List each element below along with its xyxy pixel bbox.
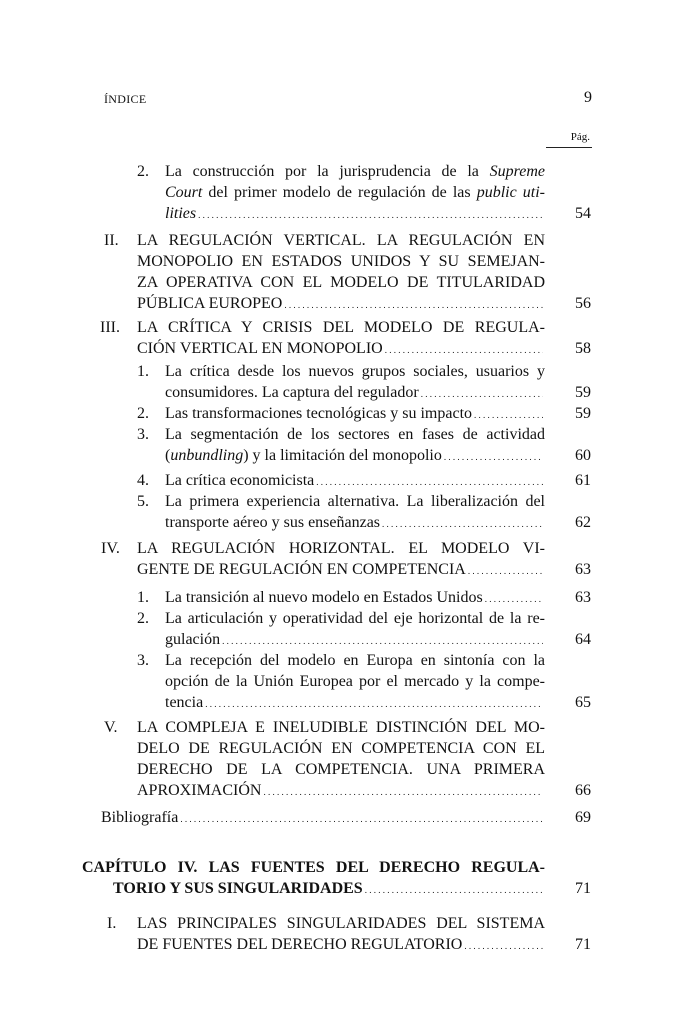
entry-line: APROXIMACIÓN <box>137 782 262 799</box>
entry-page: 60 <box>575 447 591 464</box>
entry-number: I. <box>107 915 117 932</box>
entry-line: PÚBLICA EUROPEO <box>137 295 283 312</box>
dot-leader <box>464 934 543 957</box>
dot-leader <box>205 692 543 715</box>
entry-page: 54 <box>575 205 591 222</box>
entry-title <box>137 717 545 803</box>
entry-title <box>165 491 545 535</box>
entry-line: consumidores. La captura del regulador <box>165 384 419 401</box>
entry-number: IV. <box>101 540 120 557</box>
entry-line: LA REGULACIÓN VERTICAL. LA REGULACIÓN EN <box>137 232 545 249</box>
entry-page: 65 <box>575 694 591 711</box>
entry-line: DERECHO DE LA COMPETENCIA. UNA PRIMERA <box>137 761 545 778</box>
entry-line: Las transformaciones tecnológicas y su impacto <box>165 405 473 422</box>
entry-number: V. <box>104 719 118 736</box>
entry-line: CIÓN VERTICAL EN MONOPOLIO <box>137 340 383 357</box>
entry-line: ZA OPERATIVA CON EL MODELO DE TITULARIDAD <box>137 274 545 291</box>
entry-line: Bibliografía <box>101 809 179 826</box>
entry-title <box>165 587 545 610</box>
dot-leader <box>421 382 543 405</box>
entry-page: 64 <box>575 631 591 648</box>
entry-title <box>137 913 545 957</box>
entry-title <box>165 650 545 715</box>
dot-leader <box>474 403 543 426</box>
dot-leader <box>316 470 543 493</box>
entry-line: Court del primer modelo de regulación de las public uti- <box>165 184 545 201</box>
entry-title <box>137 317 545 361</box>
entry-page: 61 <box>575 472 591 489</box>
entry-line: La articulación y operatividad del eje horizontal de la re- <box>165 610 545 627</box>
entry-line: tencia <box>165 694 204 711</box>
entry-line: MONOPOLIO EN ESTADOS UNIDOS Y SU SEMEJAN- <box>137 253 545 270</box>
entry-line: DE FUENTES DEL DERECHO REGULATORIO <box>137 936 463 953</box>
entry-page: 63 <box>575 561 591 578</box>
entry-number: 4. <box>137 472 149 489</box>
entry-line: La crítica desde los nuevos grupos sociales, usuarios y <box>165 363 545 380</box>
entry-page: 56 <box>575 295 591 312</box>
chapter-title <box>82 857 545 901</box>
entry-line: LA COMPLEJA E INELUDIBLE DISTINCIÓN DEL MO- <box>137 719 545 736</box>
dot-leader <box>485 587 543 610</box>
entry-number: 1. <box>137 363 149 380</box>
dot-leader <box>180 807 543 830</box>
entry-line: La construcción por la jurisprudencia de la Supreme <box>165 163 545 180</box>
entry-page: 63 <box>575 589 591 606</box>
entry-line: CAPÍTULO IV. LAS FUENTES DEL DERECHO REGULA- <box>82 859 545 876</box>
entry-page: 59 <box>575 384 591 401</box>
dot-leader <box>468 559 543 582</box>
page-number: 9 <box>584 89 592 106</box>
entry-line: La crítica economicista <box>165 472 315 489</box>
entry-line: LA REGULACIÓN HORIZONTAL. EL MODELO VI- <box>137 540 545 557</box>
entry-line: DELO DE REGULACIÓN EN COMPETENCIA CON EL <box>137 740 545 757</box>
entry-line: transporte aéreo y sus enseñanzas <box>165 514 381 531</box>
entry-line: GENTE DE REGULACIÓN EN COMPETENCIA <box>137 561 466 578</box>
entry-line: TORIO Y SUS SINGULARIDADES <box>113 880 363 897</box>
entry-page: 62 <box>575 514 591 531</box>
entry-title <box>165 361 545 405</box>
entry-title <box>165 424 545 468</box>
entry-page: 69 <box>575 809 591 826</box>
entry-line: opción de la Unión Europea por el mercado y la compe- <box>165 673 545 690</box>
entry-number: III. <box>100 319 120 336</box>
entry-number: 2. <box>137 405 149 422</box>
entry-number: 5. <box>137 493 149 510</box>
entry-title <box>137 538 545 582</box>
entry-line: La primera experiencia alternativa. La liberalización del <box>165 493 545 510</box>
entry-line: (unbundling) y la limitación del monopolio <box>165 447 442 464</box>
entry-line: gulación <box>165 631 221 648</box>
dot-leader <box>198 203 543 226</box>
entry-title <box>165 403 545 426</box>
dot-leader <box>444 445 543 468</box>
entry-page: 66 <box>575 782 591 799</box>
entry-number: 3. <box>137 426 149 443</box>
dot-leader <box>385 338 543 361</box>
entry-page: 59 <box>575 405 591 422</box>
entry-number: 2. <box>137 610 149 627</box>
entry-line: LA CRÍTICA Y CRISIS DEL MODELO DE REGULA- <box>137 319 545 336</box>
entry-line: LAS PRINCIPALES SINGULARIDADES DEL SISTEMA <box>137 915 545 932</box>
entry-number: 3. <box>137 652 149 669</box>
entry-line: lities <box>165 205 197 222</box>
dot-leader <box>263 780 543 803</box>
entry-title <box>101 807 545 830</box>
entry-number: 2. <box>137 163 149 180</box>
entry-page: 71 <box>575 880 591 897</box>
entry-page: 58 <box>575 340 591 357</box>
running-title: ÍNDICE <box>104 92 147 106</box>
entry-page: 71 <box>575 936 591 953</box>
entry-title <box>165 470 545 493</box>
entry-number: II. <box>104 232 119 249</box>
entry-title <box>137 230 545 316</box>
dot-leader <box>365 878 543 901</box>
dot-leader <box>284 293 543 316</box>
dot-leader <box>222 629 543 652</box>
entry-line: La recepción del modelo en Europa en sintonía con la <box>165 652 545 669</box>
entry-title <box>165 161 545 226</box>
entry-title <box>165 608 545 652</box>
dot-leader <box>382 512 543 535</box>
page-column-label: Pág. <box>570 131 590 143</box>
entry-number: 1. <box>137 589 149 606</box>
entry-line: La segmentación de los sectores en fases de actividad <box>165 426 545 443</box>
page-column-rule <box>546 147 592 148</box>
entry-line: La transición al nuevo modelo en Estados Unidos <box>165 589 483 606</box>
